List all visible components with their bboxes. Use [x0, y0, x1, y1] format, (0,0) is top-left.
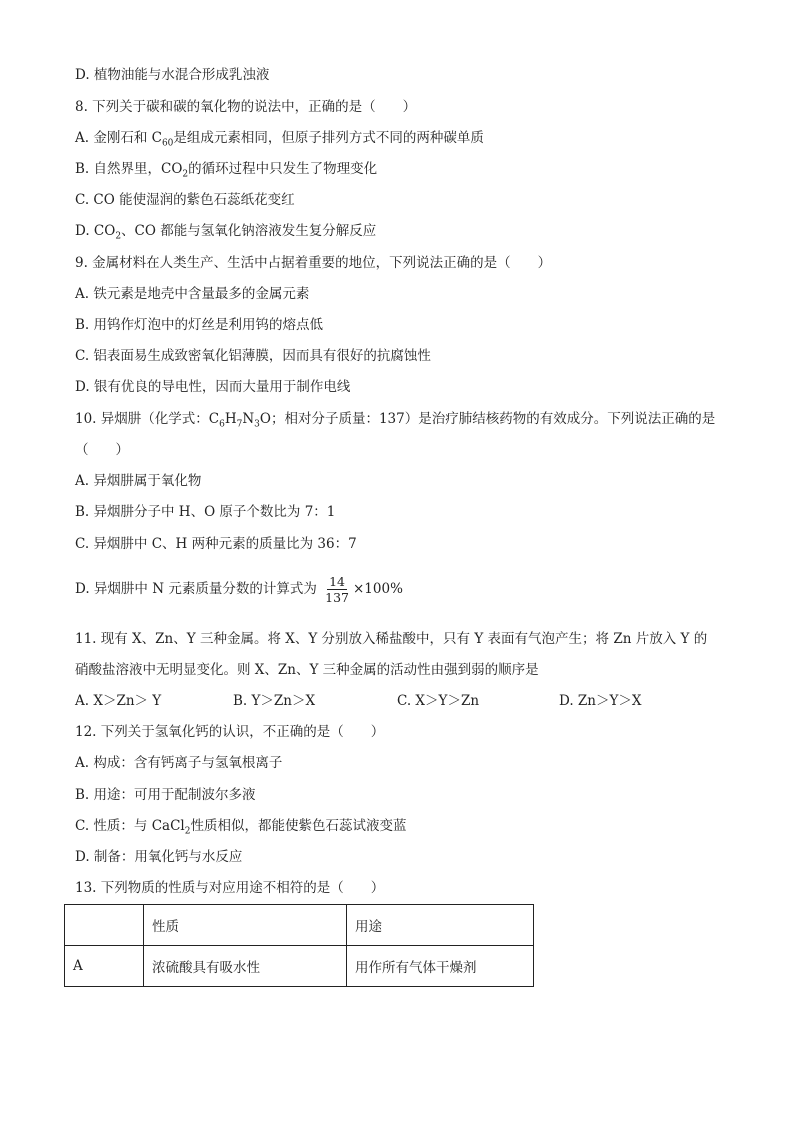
fraction-numerator: 14 — [329, 574, 345, 589]
q11-option-c: C. X＞Y＞Zn — [397, 693, 480, 709]
table-header-cell: 用途 — [347, 905, 534, 946]
q8-option-b — [75, 160, 377, 184]
q10-text-1: 10. 异烟肼（化学式：C — [75, 411, 220, 427]
q12-stem: 12. 下列关于氢氧化钙的认识，不正确的是（ ） — [75, 724, 385, 740]
q10d-text-post: ×100% — [352, 581, 403, 597]
q8b-text-pre: B. 自然界里，CO — [75, 161, 183, 177]
table-header-row — [65, 905, 534, 946]
q10-option-a: A. 异烟肼属于氧化物 — [75, 473, 202, 489]
q8b-sub: 2 — [182, 169, 189, 180]
q11-stem-line2: 硝酸盐溶液中无明显变化。则 X、Zn、Y 三种金属的活动性由强到弱的顺序是 — [75, 662, 539, 678]
q12-option-b: B. 用途：可用于配制波尔多液 — [75, 787, 256, 803]
q10-sub-1: 6 — [219, 419, 225, 430]
q9-option-a: A. 铁元素是地壳中含量最多的金属元素 — [75, 286, 310, 302]
q12-option-c — [75, 817, 406, 841]
q11-options — [75, 692, 695, 710]
table-row — [65, 946, 534, 987]
q9-option-d: D. 银有优良的导电性，因而大量用于制作电线 — [75, 379, 351, 395]
table-cell: A — [65, 946, 144, 987]
q10-option-b: B. 异烟肼分子中 H、O 原子个数比为 7：1 — [75, 504, 336, 520]
q10-stem — [75, 410, 715, 434]
q10-text-4: O；相对分子质量：137）是治疗肺结核药物的有效成分。下列说法正确的是 — [259, 411, 716, 427]
q8a-sub: 60 — [161, 138, 174, 149]
q8-option-a — [75, 129, 484, 153]
q8a-text-pre: A. 金刚石和 C — [75, 130, 162, 146]
q11-stem-line1: 11. 现有 X、Zn、Y 三种金属。将 X、Y 分别放入稀盐酸中，只有 Y 表面有气泡产生；将 Zn 片放入 Y 的 — [75, 631, 708, 647]
table-header-cell — [65, 905, 144, 946]
q7-option-d: D. 植物油能与水混合形成乳浊液 — [75, 67, 270, 83]
q8a-text-post: 是组成元素相同，但原子排列方式不同的两种碳单质 — [173, 130, 484, 146]
q8-option-d — [75, 222, 376, 246]
q12c-text-post: 性质相似，都能使紫色石蕊试液变蓝 — [190, 818, 407, 834]
q10-sub-2: 7 — [236, 419, 243, 430]
q9-option-b: B. 用钨作灯泡中的灯丝是利用钨的熔点低 — [75, 317, 324, 333]
q10d-text-pre: D. 异烟肼中 N 元素质量分数的计算式为 — [75, 581, 317, 597]
q12c-sub: 2 — [184, 826, 191, 837]
table-header-cell: 性质 — [144, 905, 347, 946]
q8d-text-pre: D. CO — [75, 223, 116, 239]
q8b-text-post: 的循环过程中只发生了物理变化 — [188, 161, 378, 177]
q10-sub-3: 3 — [254, 419, 260, 430]
q12-option-a: A. 构成：含有钙离子与氢氧根离子 — [75, 755, 283, 771]
q10-text-2: H — [224, 411, 237, 427]
q10-text-3: N — [242, 411, 255, 427]
q12-option-d: D. 制备：用氧化钙与水反应 — [75, 849, 243, 865]
q8d-sub: 2 — [115, 231, 122, 242]
q8-stem: 8. 下列关于碳和碳的氧化物的说法中，正确的是（ ） — [75, 99, 417, 115]
q11-option-b: B. Y＞Zn＞X — [233, 693, 316, 709]
q12c-text-pre: C. 性质：与 CaCl — [75, 818, 185, 834]
table-cell: 用作所有气体干燥剂 — [347, 946, 534, 987]
q13-table — [64, 904, 534, 987]
q9-stem: 9. 金属材料在人类生产、生活中占据着重要的地位，下列说法正确的是（ ） — [75, 255, 552, 271]
q8-option-c: C. CO 能使湿润的紫色石蕊纸花变红 — [75, 192, 295, 208]
q9-option-c: C. 铝表面易生成致密氧化铝薄膜，因而具有很好的抗腐蚀性 — [75, 348, 431, 364]
q10-option-c: C. 异烟肼中 C、H 两种元素的质量比为 36：7 — [75, 536, 357, 552]
q10-answer-paren: （ ） — [75, 442, 129, 458]
q10-option-d — [75, 572, 403, 606]
fraction-denominator: 137 — [325, 590, 349, 605]
q11-option-d: D. Zn＞Y＞X — [559, 693, 642, 709]
fraction — [323, 574, 351, 605]
q13-stem: 13. 下列物质的性质与对应用途不相符的是（ ） — [75, 880, 385, 896]
table-cell: 浓硫酸具有吸水性 — [144, 946, 347, 987]
q11-option-a: A. X＞Zn＞ Y — [75, 693, 162, 709]
q8d-text-post: 、CO 都能与氢氧化钠溶液发生复分解反应 — [121, 223, 377, 239]
